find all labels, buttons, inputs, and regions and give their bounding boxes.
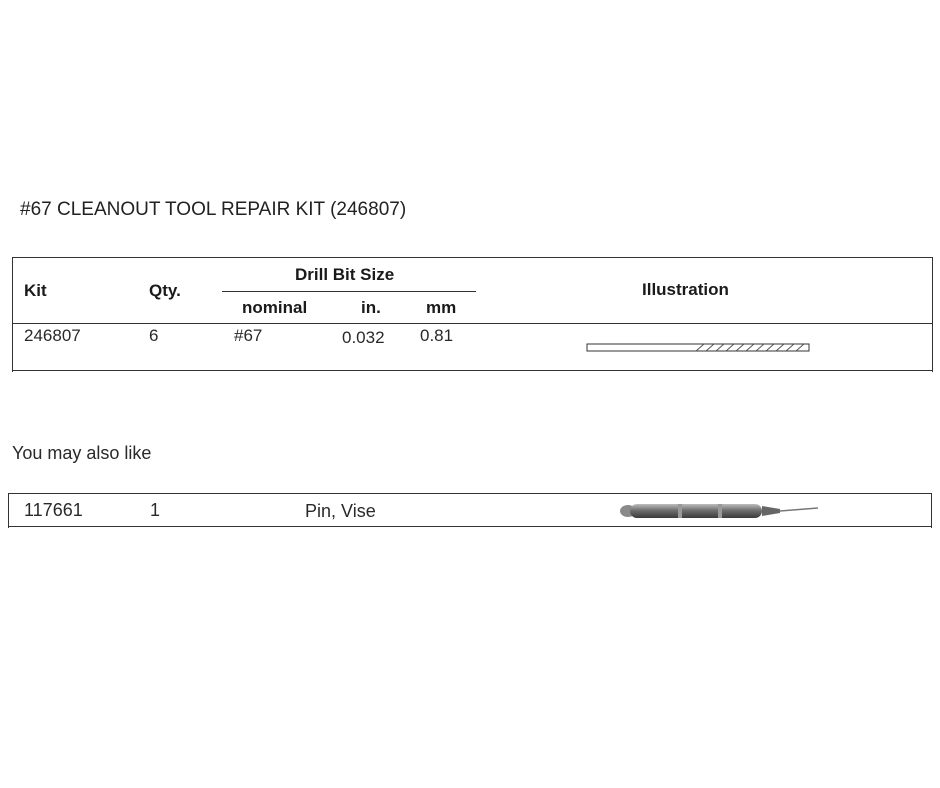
- header-in: in.: [361, 298, 381, 317]
- also-table-right-border: [931, 494, 932, 528]
- header-mm: mm: [426, 298, 457, 317]
- drill-bit-illustration: [586, 342, 812, 354]
- cell-kit: 246807: [24, 326, 81, 345]
- kit-table: [12, 257, 933, 371]
- header-drill-bit-size: Drill Bit Size: [295, 265, 395, 284]
- cell-qty: 6: [149, 326, 159, 345]
- drill-bit-group-separator: [222, 291, 476, 292]
- also-cell-part: 117661: [24, 500, 83, 520]
- also-cell-qty: 1: [150, 500, 161, 520]
- document-title: #67 CLEANOUT TOOL REPAIR KIT (246807): [20, 199, 407, 220]
- header-illustration: Illustration: [642, 280, 729, 299]
- header-qty: Qty.: [149, 281, 181, 300]
- cell-nominal: #67: [234, 326, 263, 345]
- cell-mm: 0.81: [420, 326, 454, 345]
- also-cell-description: Pin, Vise: [305, 501, 376, 521]
- cell-in: 0.032: [342, 328, 385, 347]
- header-nominal: nominal: [242, 298, 308, 317]
- also-like-label: You may also like: [12, 443, 152, 463]
- also-like-table: [8, 493, 932, 527]
- table-left-border: [12, 258, 13, 372]
- also-table-left-border: [8, 494, 9, 528]
- header-separator: [12, 323, 933, 324]
- pin-vise-illustration: [618, 500, 818, 520]
- header-kit: Kit: [24, 281, 47, 300]
- table-right-border: [932, 258, 933, 372]
